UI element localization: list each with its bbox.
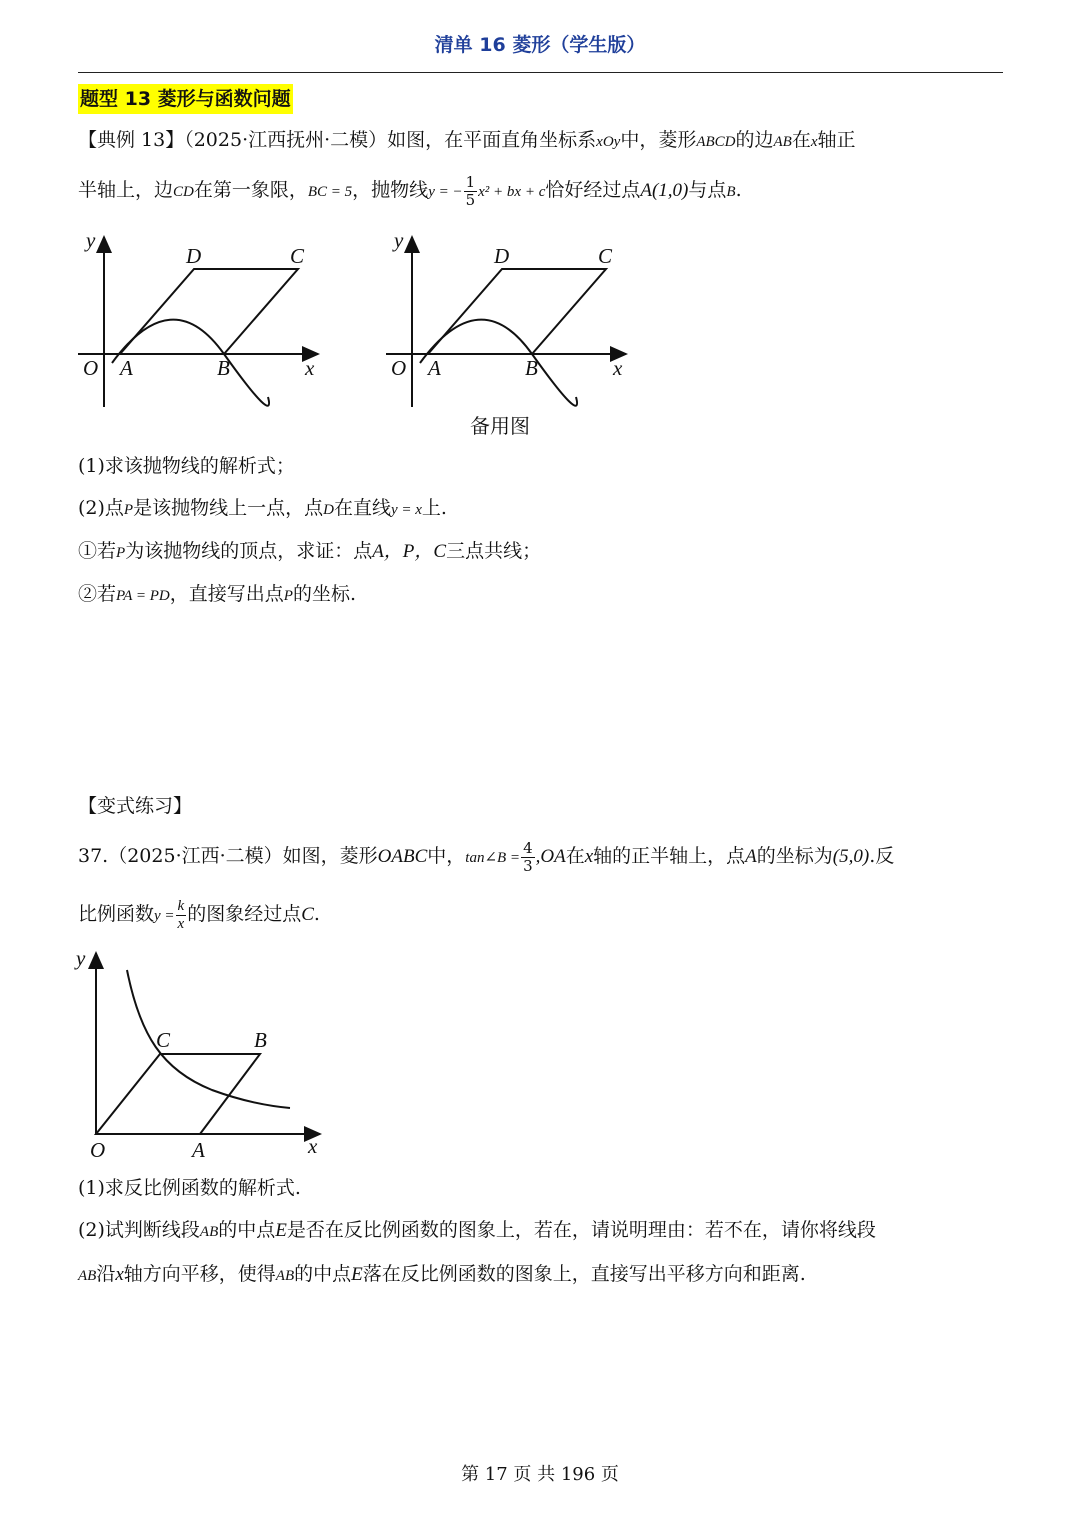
text-segment: 半轴上，边 (78, 179, 174, 201)
math-abcd: ABCD (696, 134, 736, 150)
label-x: x (308, 1134, 318, 1158)
math-e: E (275, 1220, 287, 1241)
text-segment: 在直线 (333, 497, 391, 519)
problem-37-line-2 (78, 892, 320, 938)
text-segment: 的坐标. (292, 583, 356, 605)
math-points: A，P，C (372, 541, 447, 562)
text-segment: 的中点 (294, 1263, 352, 1285)
question-2 (78, 494, 447, 524)
fraction-four-thirds (521, 840, 535, 875)
math-coord: (5,0) (832, 846, 870, 867)
label-y: y (86, 228, 96, 252)
math-tan: tan∠B = (465, 850, 521, 866)
math-pa-pd: PA = PD (116, 588, 170, 604)
fraction-numerator: 4 (523, 838, 533, 857)
text-segment: . (313, 903, 320, 925)
page-footer: 第 17 页 共 196 页 (461, 1464, 619, 1485)
problem-37-question-2-line-2 (78, 1260, 806, 1290)
math-coord: (1,0) (651, 180, 689, 201)
text-segment: 上. (421, 497, 447, 519)
math-c: C (301, 904, 314, 925)
label-o: O (83, 356, 99, 380)
math-point-b: B (726, 184, 736, 200)
header-divider (78, 72, 1003, 73)
text-segment: 为该抛物线的顶点，求证：点 (125, 540, 373, 562)
text-segment: ②若 (78, 583, 117, 605)
rhombus-abcd (120, 269, 298, 354)
problem-37-line-1 (78, 836, 894, 878)
math-oabc: OABC (377, 846, 428, 867)
label-x: x (305, 356, 315, 380)
math-y-eq: y = (154, 908, 175, 924)
text-segment: 三点共线； (446, 540, 542, 562)
label-a: A (192, 1138, 205, 1162)
text-segment: .反 (869, 845, 895, 867)
text-segment: ，抛物线 (352, 179, 429, 201)
question-2-2 (78, 580, 356, 610)
text-segment: 37.（2025·江西·二模）如图，菱形 (78, 845, 378, 867)
text-segment: 中， (427, 845, 466, 867)
math-p: P (283, 588, 293, 604)
figure-caption: 备用图 (470, 414, 530, 438)
fraction-one-fifth (464, 174, 478, 209)
example-line-1 (78, 126, 856, 156)
math-ab: AB (78, 1268, 97, 1284)
text-segment: 在 (791, 129, 811, 151)
text-segment: 沿 (96, 1263, 116, 1285)
fraction-k-over-x (176, 898, 187, 933)
label-o: O (391, 356, 407, 380)
section-title: 题型 13 菱形与函数问题 (78, 84, 293, 114)
fraction-denominator: 5 (465, 190, 476, 209)
label-d: D (494, 244, 510, 268)
math-x: x (115, 1264, 124, 1285)
label-d: D (186, 244, 202, 268)
math-xoy: xOy (596, 134, 621, 150)
text-segment: (2)试判断线段 (78, 1219, 200, 1241)
parabola-curve (420, 320, 577, 406)
label-c: C (598, 244, 613, 268)
fraction-denominator: 3 (523, 856, 533, 875)
text-segment: 轴正 (817, 129, 856, 151)
label-a: A (428, 356, 441, 380)
label-y: y (76, 946, 86, 970)
problem-37-question-1: (1)求反比例函数的解析式. (78, 1177, 301, 1199)
label-c: C (290, 244, 305, 268)
math-cd: CD (173, 184, 194, 200)
page-header-title: 清单 16 菱形（学生版） (434, 34, 646, 56)
text-segment: 【典例 13】（2025·江西抚州·二模）如图，在平面直角坐标系 (78, 129, 597, 151)
text-segment: 的图象经过点 (187, 903, 302, 925)
parabola-curve (112, 320, 269, 406)
text-segment: 的坐标为 (756, 845, 833, 867)
question-1: (1)求该抛物线的解析式； (78, 455, 295, 477)
text-segment: (2)点 (78, 497, 124, 519)
math-ab: AB (275, 1268, 295, 1284)
figure-backup (386, 225, 646, 410)
math-p: P (116, 545, 126, 561)
math-ab: AB (199, 1224, 219, 1240)
problem-37-question-2-line-1 (78, 1216, 876, 1246)
text-segment: 的中点 (218, 1219, 276, 1241)
fraction-denominator: x (177, 915, 185, 932)
math-x: x (584, 846, 594, 867)
variant-title: 【变式练习】 (78, 795, 193, 817)
label-y: y (394, 228, 404, 252)
label-b: B (254, 1028, 267, 1052)
label-c: C (156, 1028, 171, 1052)
math-point-a: A (640, 180, 652, 201)
example-line-2 (78, 170, 742, 212)
fraction-numerator: k (177, 897, 185, 914)
text-segment: . (735, 179, 742, 201)
math-e: E (351, 1264, 363, 1285)
label-o: O (90, 1138, 106, 1162)
fraction-numerator: 1 (465, 172, 476, 191)
text-segment: 轴方向平移，使得 (123, 1263, 276, 1285)
math-d: D (323, 502, 334, 518)
text-segment: 在第一象限， (193, 179, 308, 201)
label-a: A (120, 356, 133, 380)
math-bc: BC = 5 (307, 184, 353, 200)
math-ab: AB (773, 134, 792, 150)
math-oa: ,OA (535, 846, 566, 867)
label-x: x (613, 356, 623, 380)
figure-rhombus-hyperbola (72, 945, 332, 1165)
math-a: A (745, 846, 757, 867)
question-2-1 (78, 537, 541, 567)
text-segment: ，直接写出点 (169, 583, 284, 605)
text-segment: 与点 (688, 179, 727, 201)
math-line-eq: y = x (390, 502, 422, 518)
math-x: x (810, 134, 818, 150)
text-segment: 中，菱形 (620, 129, 697, 151)
math-poly: x² + bx + c (478, 184, 546, 200)
text-segment: 落在反比例函数的图象上，直接写出平移方向和距离. (362, 1263, 806, 1285)
text-segment: 是否在反比例函数的图象上，若在，请说明理由：若不在，请你将线段 (286, 1219, 876, 1241)
text-segment: 轴的正半轴上，点 (593, 845, 746, 867)
math-yeq: y = − (428, 184, 463, 200)
text-segment: 是该抛物线上一点，点 (133, 497, 324, 519)
text-segment: 的边 (735, 129, 774, 151)
math-p: P (123, 502, 134, 518)
label-b: B (525, 356, 538, 380)
label-b: B (217, 356, 230, 380)
text-segment: 在 (565, 845, 585, 867)
rhombus-oabc (96, 1054, 260, 1134)
rhombus-abcd (428, 269, 606, 354)
text-segment: ①若 (78, 540, 117, 562)
text-segment: 比例函数 (78, 903, 155, 925)
text-segment: 恰好经过点 (545, 179, 641, 201)
figure-rhombus-parabola (78, 225, 338, 410)
